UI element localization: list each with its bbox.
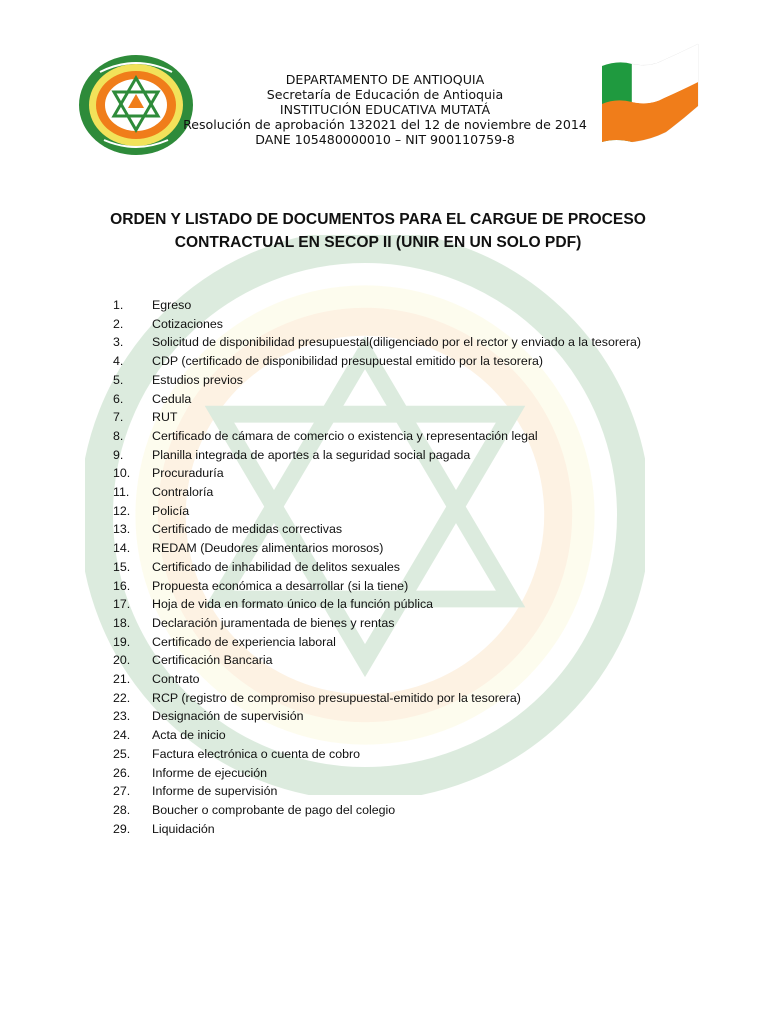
list-item-text: Solicitud de disponibilidad presupuestal(diligenciado por el rector y enviado a la tesorera) (152, 335, 642, 350)
list-item-text: Liquidación (152, 821, 215, 836)
list-item-text: REDAM (Deudores alimentarios morosos) (152, 541, 384, 556)
title-line-2: CONTRACTUAL EN SECOP II (UNIR EN UN SOLO PDF) (174, 234, 582, 251)
list-item (113, 707, 641, 726)
list-item-number: 15. (113, 559, 131, 574)
list-item-text: Planilla integrada de aportes a la seguridad social pagada (152, 447, 471, 462)
list-item-number: 2. (113, 316, 124, 331)
list-item-number: 7. (113, 410, 124, 425)
list-item (113, 333, 641, 352)
list-item-text: Certificado de experiencia laboral (152, 634, 336, 649)
list-item-text: Contrato (152, 672, 200, 687)
list-item-text: Informe de supervisión (152, 784, 278, 799)
list-item-text: Declaración juramentada de bienes y rentas (152, 615, 395, 630)
list-item-number: 9. (113, 447, 124, 462)
list-item-number: 14. (113, 541, 131, 556)
list-item-number: 8. (113, 428, 124, 443)
list-item (113, 764, 641, 783)
list-item (113, 801, 641, 820)
list-item-number: 23. (113, 709, 131, 724)
list-item-text: Acta de inicio (152, 728, 226, 743)
header-institution: INSTITUCIÓN EDUCATIVA MUTATÁ (279, 102, 491, 117)
list-item (113, 726, 641, 745)
list-item-number: 6. (113, 391, 124, 406)
list-item-number: 27. (113, 784, 131, 799)
list-item-text: Informe de ejecución (152, 765, 268, 780)
list-item-text: Certificado de medidas correctivas (152, 522, 343, 537)
list-item-number: 5. (113, 372, 124, 387)
list-item-text: Cotizaciones (152, 316, 223, 331)
list-item (113, 577, 641, 596)
list-item-text: RUT (152, 410, 178, 425)
list-item-text: Certificado de cámara de comercio o existencia y representación legal (152, 428, 538, 443)
list-item (113, 408, 641, 427)
list-item-number: 20. (113, 653, 131, 668)
list-item (113, 296, 641, 315)
list-item-text: Certificado de inhabilidad de delitos sexuales (152, 559, 400, 574)
list-item-text: RCP (registro de compromiso presupuestal-emitido por la tesorera) (152, 690, 521, 705)
header-resolution: Resolución de aprobación 132021 del 12 de noviembre de 2014 (183, 117, 587, 132)
list-item-number: 4. (113, 354, 124, 369)
list-item-number: 29. (113, 821, 131, 836)
list-item-text: Cedula (152, 391, 192, 406)
list-item (113, 390, 641, 409)
list-item (113, 782, 641, 801)
list-item (113, 745, 641, 764)
list-item (113, 315, 641, 334)
title-line-1: ORDEN Y LISTADO DE DOCUMENTOS PARA EL CARGUE DE PROCESO (110, 211, 646, 228)
list-item-number: 25. (113, 746, 131, 761)
list-item-number: 16. (113, 578, 131, 593)
list-item (113, 670, 641, 689)
list-item (113, 558, 641, 577)
list-item (113, 539, 641, 558)
list-item-number: 18. (113, 615, 131, 630)
list-item (113, 371, 641, 390)
list-item-text: Designación de supervisión (152, 709, 304, 724)
list-item-text: Egreso (152, 298, 192, 312)
list-item-text: Hoja de vida en formato único de la función pública (152, 597, 434, 612)
list-item-number: 26. (113, 765, 131, 780)
list-item (113, 520, 641, 539)
list-item (113, 633, 641, 652)
list-item-text: Certificación Bancaria (152, 653, 273, 668)
list-item-number: 22. (113, 690, 131, 705)
header-department: DEPARTAMENTO DE ANTIOQUIA (285, 72, 485, 87)
list-item-number: 17. (113, 597, 131, 612)
flag-image (598, 42, 700, 148)
list-item-number: 11. (113, 485, 130, 500)
list-item-number: 13. (113, 522, 131, 537)
list-item (113, 502, 641, 521)
list-item-text: CDP (certificado de disponibilidad presupuestal emitido por la tesorera) (152, 354, 543, 369)
list-item (113, 427, 641, 446)
list-item (113, 352, 641, 371)
list-item (113, 689, 641, 708)
header-secretariat: Secretaría de Educación de Antioquia (266, 87, 504, 102)
list-item (113, 464, 641, 483)
list-item-number: 12. (113, 503, 131, 518)
list-item-number: 19. (113, 634, 131, 649)
list-item-text: Boucher o comprobante de pago del colegio (152, 802, 396, 817)
list-item-number: 24. (113, 728, 131, 743)
list-item-text: Propuesta económica a desarrollar (si la tiene) (152, 578, 409, 593)
list-item-number: 10. (113, 466, 131, 481)
list-item-number: 28. (113, 802, 131, 817)
list-item (113, 446, 641, 465)
document-title (110, 208, 646, 254)
list-item (113, 483, 641, 502)
list-item (113, 820, 641, 839)
header-dane-nit: DANE 105480000010 – NIT 900110759-8 (255, 132, 515, 147)
list-item-text: Estudios previos (152, 372, 243, 387)
letterhead (170, 72, 600, 147)
list-item-text: Policía (152, 503, 190, 518)
list-item (113, 595, 641, 614)
list-item-number: 21. (113, 672, 131, 687)
list-item (113, 651, 641, 670)
list-item-text: Contraloría (152, 485, 214, 500)
list-item-text: Procuraduría (152, 466, 224, 481)
list-item-number: 3. (113, 335, 124, 350)
documents-list (113, 296, 641, 838)
list-item-text: Factura electrónica o cuenta de cobro (152, 746, 361, 761)
list-item-number: 1. (113, 298, 124, 312)
list-item (113, 614, 641, 633)
